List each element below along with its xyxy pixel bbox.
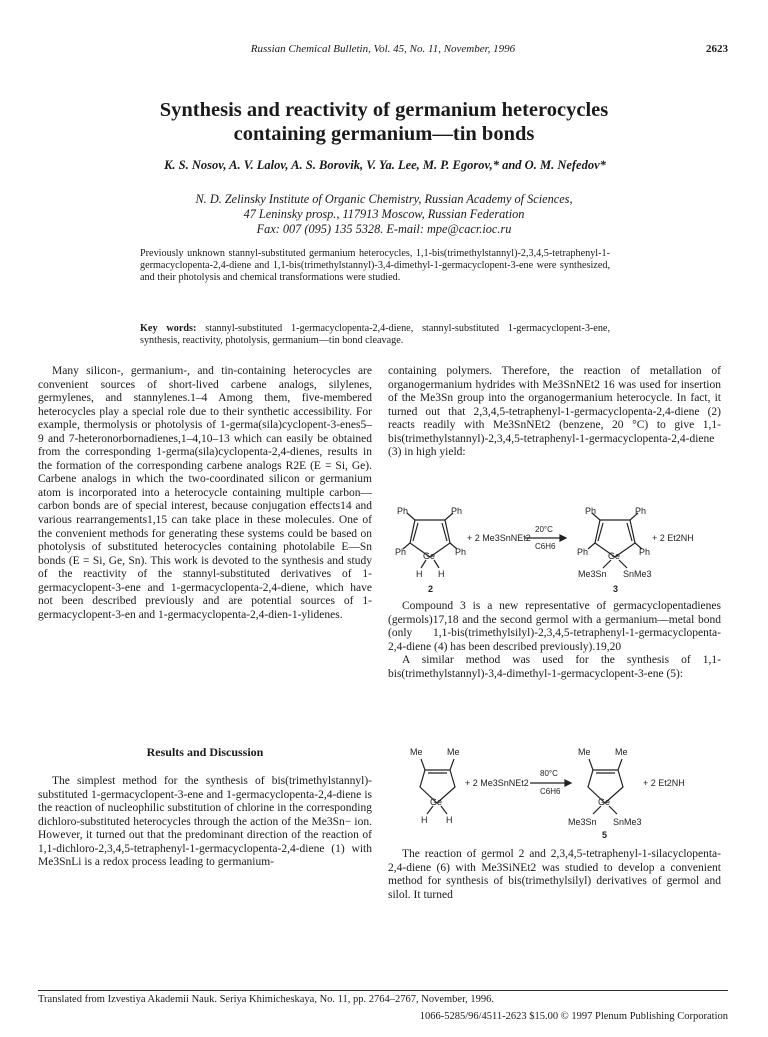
journal-citation: Russian Chemical Bulletin, Vol. 45, No. 11, November, 1996: [250, 43, 516, 55]
byproduct-label: + 2 Et2NH: [643, 778, 685, 788]
sn-label: Me3Sn: [578, 569, 607, 579]
similar-method-paragraph: A similar method was used for the synthesis of 1,1-bis(trimethylstannyl)-3,4-dimethyl-1-germacyclopent-3-ene (5):: [388, 654, 721, 680]
continuation-paragraph: containing polymers. Therefore, the reaction of metallation of organogermanium hydrides with Me3SnNEt2 16 was used for insertion of the Me3Sn group into the organogermanium heterocycle. In fact, it turned out that 2,3,4,5-tetraphenyl-1-germacyclopenta-2,4-diene (2) reacts readily with Me3SnNEt2 (benzene, 20 °C) to give 1,1-bis(trimethylstannyl)-2,3,4,5-tetraphenyl-1-germacyclopenta-2,4-diene (3) in high yield:: [388, 365, 721, 459]
keywords: [140, 323, 610, 347]
reaction-scheme-1: [395, 505, 715, 595]
page-number: 2623: [706, 43, 728, 55]
sn-label: SnMe3: [613, 817, 642, 827]
right-column-part-1: [388, 365, 721, 460]
right-column-part-2: [388, 600, 721, 681]
ge-label: Ge: [608, 551, 621, 561]
affiliation: [80, 192, 688, 237]
h-label: H: [446, 815, 453, 825]
affiliation-line-3: Fax: 007 (095) 135 5328. E-mail: mpe@cacr.ioc.ru: [256, 222, 512, 236]
compound-3-paragraph: Compound 3 is a new representative of germacyclopentadienes (germols)17,18 and the second germol with a germanium—metal bond (only 1,1-bis(trimethylsilyl)-2,3,4,5-tetraphenyl-1-germacyclopenta-2,4-diene (4) has been described previously).19,20: [388, 600, 721, 653]
results-paragraph: The simplest method for the synthesis of bis(trimethylstannyl)-substituted 1-germacyclopent-3-ene and 1-germacyclopenta-2,4-diene is the reaction of nucleophilic substitution of chlorine in the corresponding dichloro-substituted heterocycles through the action of the Me3Sn− ion. However, it turned out that the predominant direction of the reaction of 1,1-dichloro-2,3,4,5-tetraphenyl-1-germacyclopenta-2,4-diene (1) with Me3SnLi is a redox process leading to germanium-: [38, 775, 372, 869]
abstract: Previously unknown stannyl-substituted germanium heterocycles, 1,1-bis(trimethylstannyl)-2,3,4,5-tetraphenyl-1-germacyclopenta-2,4-diene and 1,1-bis(trimethylstannyl)-3,4-dimethyl-1-germacyclopent-3-ene were synthesized, and their photolysis and chemical transformations were studied.: [140, 248, 610, 283]
reagent-label: + 2 Me3SnNEt2: [465, 778, 529, 788]
sn-label: Me3Sn: [568, 817, 597, 827]
compound-label: 2: [428, 584, 434, 594]
ph-label: Ph: [577, 547, 589, 557]
me-label: Me: [447, 747, 460, 757]
translation-note: Translated from Izvestiya Akademii Nauk. Seriya Khimicheskaya, No. 11, pp. 2764–2767, November, 1996.: [38, 994, 495, 1005]
h-label: H: [421, 815, 428, 825]
ph-label: Ph: [455, 547, 467, 557]
ph-label: Ph: [395, 547, 407, 557]
intro-paragraph: Many silicon-, germanium-, and tin-containing heterocycles are convenient sources of short-lived carbene analogs, silylenes, germylenes, and stannylenes.1–4 Among them, five-membered heterocycles play a special role due to their synthetic accessibility. For example, thermolysis or photolysis of 1-germa(sila)cyclopent-3-enes5–9 and 7-heteronorbornadienes,1–4,10–13 which can easily be obtained from the corresponding 1-germa(sila)cyclopenta-2,4-dienes, results in the formation of the corresponding carbene analogs R2E (E = Si, Ge). Carbene analogs in which the two-coordinated silicon or germanium atom is incorporated into a heterocycle containing multiple carbon—carbon bonds are of special interest, because conjugation effects14 and various rearrangements1,15 can take place in these molecules. One of the convenient methods for generating these systems could be based on photolysis of substituted heterocycles containing photolabile E—Sn bonds (E = Si, Ge, Sn). This work is devoted to the synthesis and study of the reactivity of the stannyl-substituted derivatives of 1-germacyclopent-3-ene and 1-germacyclopenta-2,4-diene, which have not been described previously and are potential sources of 1-germacyclopent-3-en and 1-germacyclopenta-2,4-dien-1-ylidenes.: [38, 365, 372, 621]
ph-label: Ph: [397, 506, 409, 516]
h-label: H: [416, 569, 423, 579]
germol-silol-paragraph: The reaction of germol 2 and 2,3,4,5-tetraphenyl-1-silacyclopenta-2,4-diene (6) with Me3SiNEt2 was studied to develop a convenient method for synthesis of bis(trimethylsilyl) derivatives of germol and silol. It turned: [388, 848, 721, 901]
copyright-line: 1066-5285/96/4511-2623 $15.00 © 1997 Plenum Publishing Corporation: [419, 1011, 728, 1022]
ge-label: Ge: [598, 797, 611, 807]
section-heading: Results and Discussion: [146, 745, 264, 759]
ge-label: Ge: [430, 797, 443, 807]
ph-label: Ph: [635, 506, 647, 516]
condition-temp: 20°C: [535, 525, 553, 534]
reagent-label: + 2 Me3SnNEt2: [467, 533, 531, 543]
keywords-label: Key words:: [140, 323, 197, 334]
byproduct-label: + 2 Et2NH: [652, 533, 694, 543]
compound-label: 3: [613, 584, 619, 594]
condition-solvent: C6H6: [540, 787, 561, 796]
footer-rule: [38, 990, 728, 991]
ge-label: Ge: [423, 551, 436, 561]
reaction-scheme-2: [395, 745, 715, 840]
title-line-2: containing germanium—tin bonds: [233, 123, 535, 145]
me-label: Me: [578, 747, 591, 757]
paper-title: [80, 98, 688, 146]
author-list: K. S. Nosov, A. V. Lalov, A. S. Borovik, V. Ya. Lee, M. P. Egorov,* and O. M. Nefedov*: [164, 158, 606, 172]
title-line-1: Synthesis and reactivity of germanium heterocycles: [159, 99, 609, 121]
h-label: H: [438, 569, 445, 579]
keywords-text: stannyl-substituted 1-germacyclopenta-2,4-diene, stannyl-substituted 1-germacyclopent-3-ene, synthesis, reactivity, photolysis, germanium—tin bond cleavage.: [140, 323, 610, 346]
right-column-part-3: [388, 848, 721, 902]
running-header: [38, 43, 728, 59]
me-label: Me: [615, 747, 628, 757]
me-label: Me: [410, 747, 423, 757]
ph-label: Ph: [639, 547, 651, 557]
sn-label: SnMe3: [623, 569, 652, 579]
compound-label: 5: [602, 830, 608, 840]
ph-label: Ph: [585, 506, 597, 516]
condition-solvent: C6H6: [535, 542, 556, 551]
left-column-intro: [38, 365, 372, 622]
affiliation-line-2: 47 Leninsky prosp., 117913 Moscow, Russian Federation: [243, 207, 525, 221]
ph-label: Ph: [451, 506, 463, 516]
left-column-results: [38, 775, 372, 870]
affiliation-line-1: N. D. Zelinsky Institute of Organic Chemistry, Russian Academy of Sciences,: [195, 192, 573, 206]
condition-temp: 80°C: [540, 769, 558, 778]
